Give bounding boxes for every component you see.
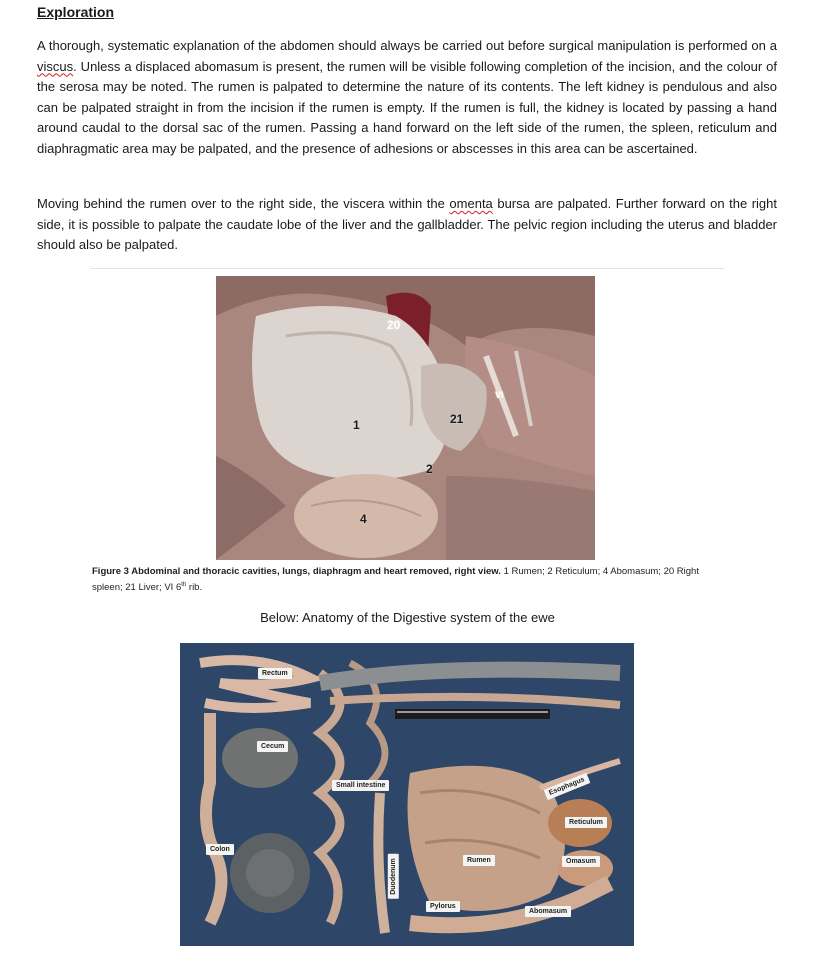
label-rib: VI <box>495 390 504 400</box>
digestive-title: Below: Anatomy of the Digestive system of the ewe <box>260 610 555 625</box>
digestive-photo <box>180 643 634 946</box>
figure3-caption: Figure 3 Abdominal and thoracic cavities, lungs, diaphragm and heart removed, right view. 1 Rumen; 2 Reticulum; 4 Abomasum; 20 Right spleen; 21 Liver; VI 6th rib. <box>92 566 699 593</box>
spellcheck-word: omenta <box>449 196 493 211</box>
tag-reticulum: Reticulum <box>565 817 607 828</box>
tag-colon: Colon <box>206 844 234 855</box>
label-abomasum: 4 <box>360 512 367 526</box>
label-rumen: 1 <box>353 418 360 432</box>
tag-omasum: Omasum <box>562 856 600 867</box>
label-liver: 21 <box>450 412 464 426</box>
tag-duodenum: Duodenum <box>388 854 399 899</box>
tag-small-intestine: Small intestine <box>332 780 389 791</box>
tag-esophagus: Esophagus <box>544 773 591 800</box>
paragraph-exploration: A thorough, systematic explanation of the abdomen should always be carried out before surgical manipulation is performed on a viscus. Unless a displaced abomasum is present, the rumen will be visible following completion of the incision, and the colour of the serosa may be noted. The rumen is palpated to determine the nature of its contents. The left kidney is pendulous and also can be palpated straight in from the incision if the rumen is empty. If the rumen is full, the kidney is located by passing a hand around caudal to the dorsal sac of the rumen. Passing a hand forward on the left side of the rumen, the spleen, reticulum and diaphragmatic area may be palpated, and the presence of adhesions or abscesses in this area can be ascertained. <box>37 38 777 156</box>
tag-rumen: Rumen <box>463 855 495 866</box>
tag-cecum: Cecum <box>257 741 288 752</box>
tag-rectum: Rectum <box>258 668 292 679</box>
section-heading: Exploration <box>37 4 115 20</box>
spellcheck-word: viscus <box>37 58 74 74</box>
tag-abomasum: Abomasum <box>525 906 571 917</box>
label-spleen: 20 <box>387 318 401 332</box>
divider <box>90 268 724 269</box>
tag-pylorus: Pylorus <box>426 901 460 912</box>
figure3-photo <box>216 276 595 560</box>
label-reticulum: 2 <box>426 462 433 476</box>
paragraph-right-side: Moving behind the rumen over to the right side, the viscera within the omenta bursa are palpated. Further forward on the right side, it is possible to palpate the caudate lobe of the liver and the gallbladder. The pelvic region including the uterus and bladder should also be palpated. <box>37 196 778 253</box>
